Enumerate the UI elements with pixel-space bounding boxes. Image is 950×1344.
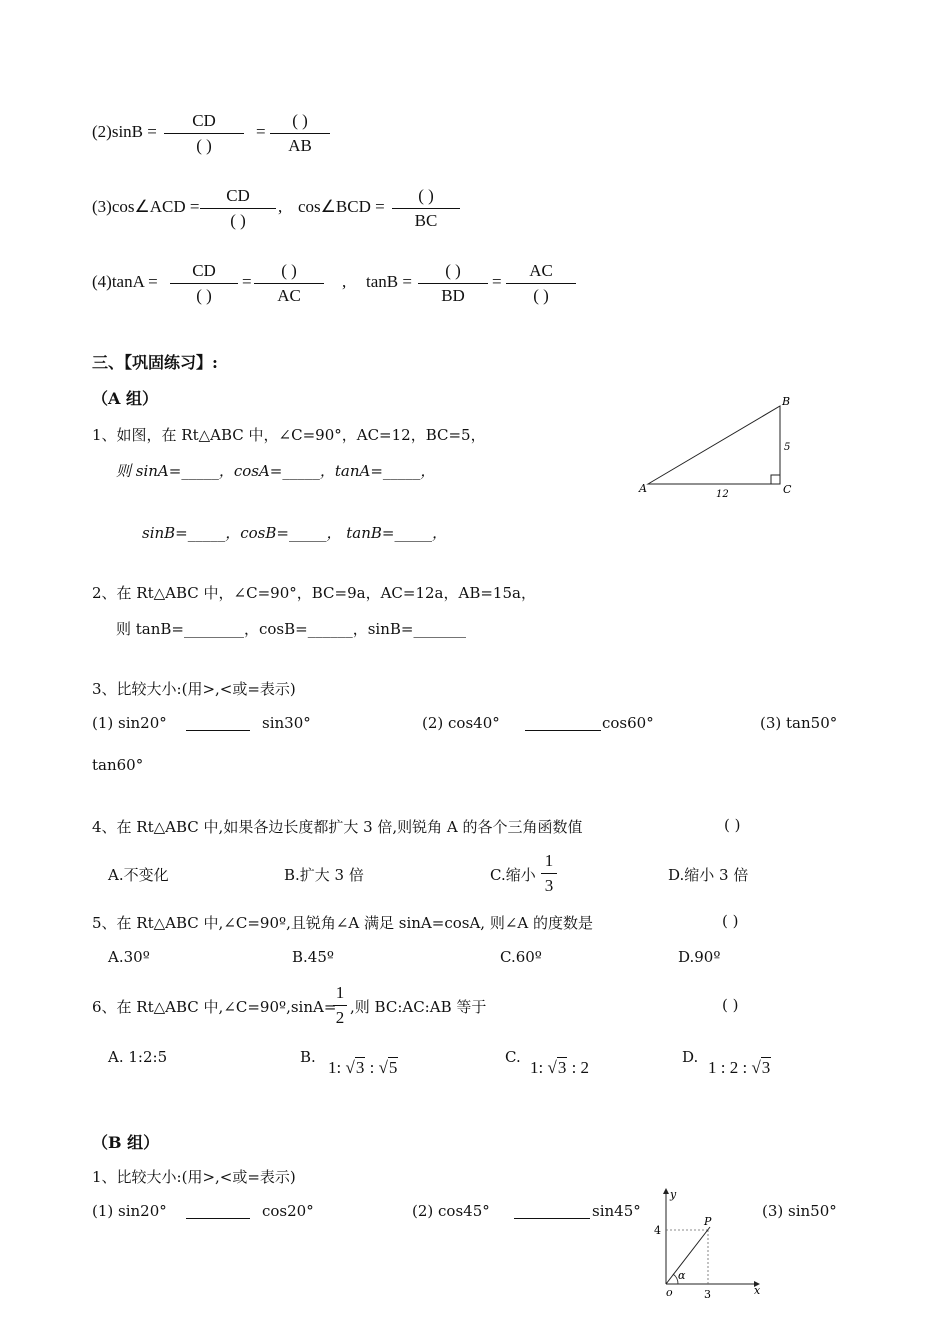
right-triangle-figure: [630, 392, 800, 502]
option-a[interactable]: A.不变化: [108, 866, 169, 884]
b-q1-part3-left: (3) sin50°: [762, 1202, 837, 1220]
x-value-label: 3: [704, 1288, 711, 1301]
side-bc-label: 5: [784, 442, 791, 453]
option-a[interactable]: A.30º: [108, 948, 150, 966]
formula-line-4: [92, 260, 592, 310]
option-b[interactable]: B.: [300, 1048, 316, 1066]
formula-line-2: [92, 110, 342, 160]
question-4-text: 4、在 Rt△ABC 中,如果各边长度都扩大 3 倍,则锐角 A 的各个三角函数值: [92, 818, 583, 836]
side-ac-label: 12: [716, 489, 729, 500]
comma: ,: [342, 272, 347, 291]
sqrt: √5: [378, 1058, 398, 1077]
fraction: CD ( ): [200, 185, 276, 232]
q3-part3-left: (3) tan50°: [760, 714, 838, 732]
option-c[interactable]: C.缩小: [490, 866, 536, 884]
x-axis-label: x: [754, 1284, 761, 1297]
formula-label: cos∠BCD =: [298, 197, 385, 216]
question-6-text: 6、在 Rt△ABC 中,∠C=90º,sinA=: [92, 998, 337, 1016]
group-a-title: （A 组）: [92, 389, 158, 408]
equals: =: [492, 272, 502, 291]
question-2-text: 2、在 Rt△ABC 中，∠C=90°，BC=9a，AC=12a，AB=15a，: [92, 584, 536, 602]
q3-part3-right: tan60°: [92, 756, 144, 774]
fraction: ( ) AC: [254, 260, 324, 307]
q3-part2-right: cos60°: [602, 714, 654, 732]
b-q1-part2-left: (2) cos45°: [412, 1202, 490, 1220]
answer-blank[interactable]: [186, 1218, 250, 1219]
fraction: 1 2: [333, 982, 347, 1029]
coordinate-figure: [646, 1184, 766, 1302]
answer-blank[interactable]: [514, 1218, 590, 1219]
option-d[interactable]: D.90º: [678, 948, 721, 966]
answer-paren[interactable]: ( ): [722, 996, 739, 1014]
option-c[interactable]: C.: [505, 1048, 521, 1066]
option-c-expression: 1: √3 : 2: [530, 1058, 590, 1077]
fraction: CD ( ): [170, 260, 238, 307]
y-axis-label: y: [670, 1188, 677, 1201]
fraction: ( ) BC: [392, 185, 460, 232]
origin-label: o: [666, 1286, 673, 1299]
answer-blank[interactable]: [525, 730, 601, 731]
option-b[interactable]: B.45º: [292, 948, 334, 966]
b-q1-part1-left: (1) sin20°: [92, 1202, 167, 1220]
fraction: ( ) AB: [270, 110, 330, 157]
section-title: 三、【巩固练习】:: [92, 353, 218, 372]
sqrt: √3: [345, 1058, 365, 1077]
sqrt: √3: [547, 1058, 567, 1077]
option-d[interactable]: D.: [682, 1048, 699, 1066]
formula-label: (4)tanA =: [92, 272, 158, 291]
option-d[interactable]: D.缩小 3 倍: [668, 866, 749, 884]
question-1-text: 1、如图，在 Rt△ABC 中，∠C=90°，AC=12，BC=5，: [92, 426, 486, 444]
option-c[interactable]: C.60º: [500, 948, 542, 966]
b-q1-part2-right: sin45°: [592, 1202, 641, 1220]
point-p-label: P: [704, 1215, 712, 1228]
vertex-c-label: C: [783, 483, 792, 496]
answer-paren[interactable]: ( ): [722, 912, 739, 930]
question-2-blanks: 则 tanB=________，cosB=______，sinB=_______: [116, 620, 466, 638]
fraction: ( ) BD: [418, 260, 488, 307]
formula-label: (3)cos∠ACD =: [92, 197, 200, 216]
angle-alpha-label: α: [678, 1269, 686, 1282]
q3-part1-right: sin30°: [262, 714, 311, 732]
b-q1-part1-right: cos20°: [262, 1202, 314, 1220]
y-value-label: 4: [654, 1224, 661, 1237]
question-1-blanks-a: 则 sinA=_____，cosA=_____，tanA=_____，: [116, 462, 436, 480]
formula-label: (2)sinB =: [92, 122, 157, 141]
answer-paren[interactable]: ( ): [724, 816, 741, 834]
group-b-title: （B 组）: [92, 1133, 160, 1152]
question-1-blanks-b: sinB=_____，cosB=_____， tanB=_____，: [142, 524, 447, 542]
fraction: 1 3: [541, 850, 557, 897]
option-b-expression: 1: √3 : √5: [328, 1058, 398, 1077]
q3-part2-left: (2) cos40°: [422, 714, 500, 732]
vertex-a-label: A: [639, 482, 647, 495]
q3-part1-left: (1) sin20°: [92, 714, 167, 732]
option-d-expression: 1 : 2 : √3: [708, 1058, 771, 1077]
fraction: AC ( ): [506, 260, 576, 307]
option-a[interactable]: A. 1:2:5: [108, 1048, 168, 1066]
b-question-1-text: 1、比较大小:(用>,<或=表示): [92, 1168, 296, 1186]
equals: =: [256, 122, 266, 141]
question-6-text-tail: ,则 BC:AC:AB 等于: [350, 998, 487, 1016]
sqrt: √3: [751, 1058, 771, 1077]
vertex-b-label: B: [782, 395, 791, 408]
question-3-text: 3、比较大小:(用>,<或=表示): [92, 680, 296, 698]
formula-line-3: [92, 185, 492, 235]
comma: ,: [278, 197, 283, 216]
fraction: CD ( ): [164, 110, 244, 157]
answer-blank[interactable]: [186, 730, 250, 731]
option-b[interactable]: B.扩大 3 倍: [284, 866, 364, 884]
equals: =: [242, 272, 252, 291]
formula-label: tanB =: [366, 272, 412, 291]
question-5-text: 5、在 Rt△ABC 中,∠C=90º,且锐角∠A 满足 sinA=cosA, 则∠A 的度数是: [92, 914, 593, 932]
